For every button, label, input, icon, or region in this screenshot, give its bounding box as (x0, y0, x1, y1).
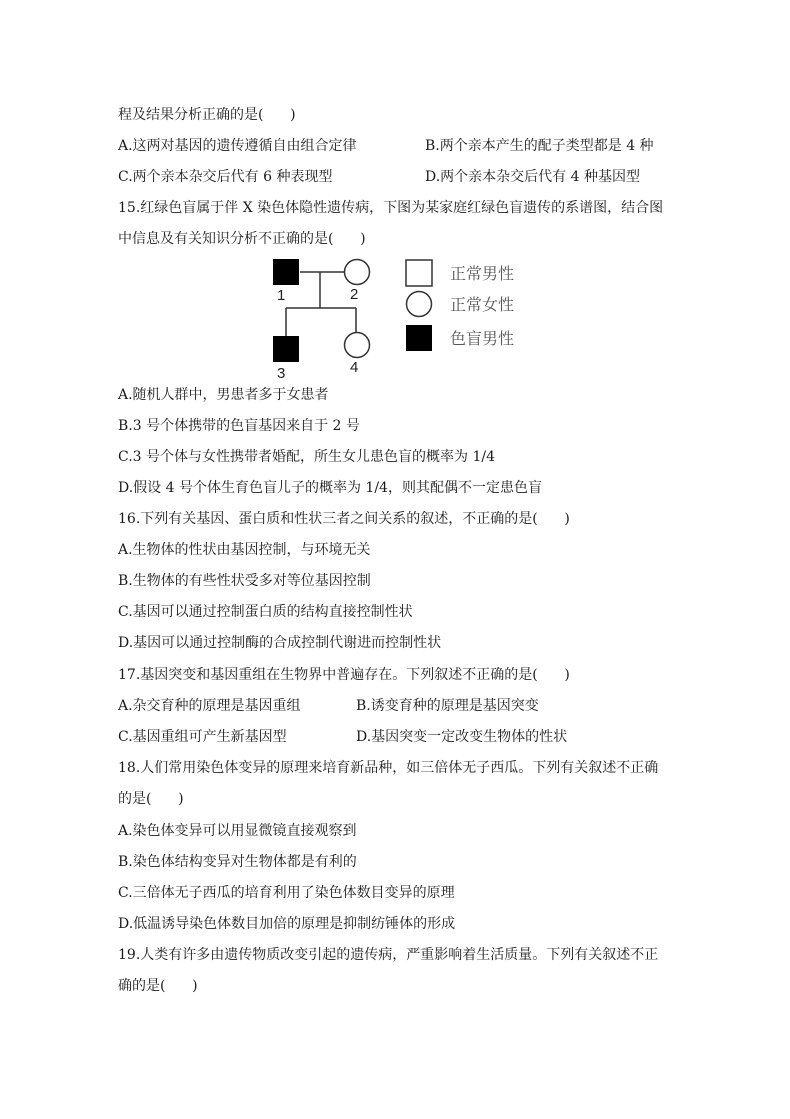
q14-option-a: A.这两对基因的遗传遵循自由组合定律 (118, 138, 357, 154)
individual-2-label: 2 (350, 286, 359, 303)
individual-4-label: 4 (350, 359, 359, 376)
q15-option-a: A.随机人群中，男患者多于女患者 (118, 387, 329, 403)
q17-option-a: A.杂交育种的原理是基因重组 (118, 698, 301, 714)
legend-normal-male-label: 正常男性 (450, 264, 515, 283)
legend-normal-female-label: 正常女性 (450, 295, 515, 314)
q16-option-c: C.基因可以通过控制蛋白质的结构直接控制性状 (118, 604, 413, 620)
individual-4-normal-female-symbol (345, 333, 370, 358)
q15-stem-line1: 15.红绿色盲属于伴 X 染色体隐性遗传病，下图为某家庭红绿色盲遗传的系谱图，结合图 (118, 200, 664, 216)
q16-stem: 16.下列有关基因、蛋白质和性状三者之间关系的叙述，不正确的是( ) (118, 511, 570, 527)
q17-stem: 17.基因突变和基因重组在生物界中普遍存在。下列叙述不正确的是( ) (118, 667, 570, 683)
q18-stem-line2: 的是( ) (118, 791, 184, 807)
individual-3-affected-male-symbol (273, 336, 299, 362)
q15-option-d: D.假设 4 号个体生育色盲儿子的概率为 1/4，则其配偶不一定患色盲 (118, 480, 542, 496)
q15-option-b: B.3 号个体携带的色盲基因来自于 2 号 (118, 418, 360, 434)
q14-option-b: B.两个亲本产生的配子类型都是 4 种 (425, 138, 654, 154)
question-14-stem-tail: 程及结果分析正确的是( ) (118, 107, 296, 123)
q18-option-c: C.三倍体无子西瓜的培育利用了染色体数目变异的原理 (118, 885, 455, 901)
q15-option-c: C.3 号个体与女性携带者婚配，所生女儿患色盲的概率为 1/4 (118, 449, 496, 465)
q19-stem-line2: 确的是( ) (118, 978, 198, 994)
individual-1-label: 1 (277, 287, 286, 304)
q18-option-d: D.低温诱导染色体数目加倍的原理是抑制纺锤体的形成 (118, 916, 456, 932)
q16-option-a: A.生物体的性状由基因控制，与环境无关 (118, 542, 371, 558)
individual-1-affected-male-symbol (273, 259, 299, 285)
q15-stem-line2: 中信息及有关知识分析不正确的是( ) (118, 231, 366, 247)
legend-colorblind-male-label: 色盲男性 (450, 329, 515, 348)
q17-option-c: C.基因重组可产生新基因型 (118, 729, 287, 745)
q19-stem-line1: 19.人类有许多由遗传物质改变引起的遗传病，严重影响着生活质量。下列有关叙述不正 (118, 947, 659, 963)
pedigree-chart (262, 252, 542, 382)
q14-option-d: D.两个亲本杂交后代有 4 种基因型 (425, 169, 640, 185)
legend-colorblind-male-symbol (406, 325, 432, 351)
individual-3-label: 3 (277, 365, 286, 382)
individual-2-normal-female-symbol (345, 260, 370, 285)
q18-option-a: A.染色体变异可以用显微镜直接观察到 (118, 823, 357, 839)
q17-option-b: B.诱变育种的原理是基因突变 (356, 698, 539, 714)
legend-normal-male-symbol (406, 260, 432, 286)
q18-option-b: B.染色体结构变异对生物体都是有利的 (118, 854, 357, 870)
q18-stem-line1: 18.人们常用染色体变异的原理来培育新品种，如三倍体无子西瓜。下列有关叙述不正确 (118, 760, 659, 776)
q14-option-c: C.两个亲本杂交后代有 6 种表现型 (118, 169, 333, 185)
q16-option-d: D.基因可以通过控制酶的合成控制代谢进而控制性状 (118, 635, 442, 651)
q16-option-b: B.生物体的有些性状受多对等位基因控制 (118, 573, 371, 589)
legend-normal-female-symbol (407, 292, 432, 317)
q17-option-d: D.基因突变一定改变生物体的性状 (356, 729, 568, 745)
